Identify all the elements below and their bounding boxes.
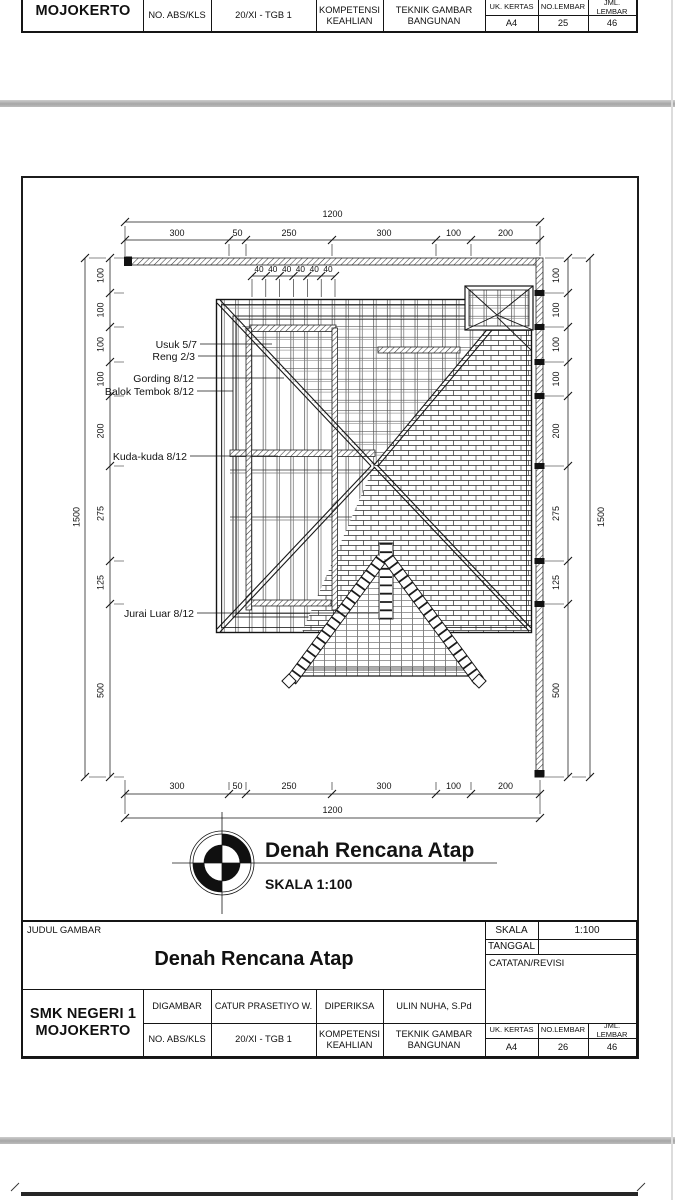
- viewer-right-edge: [671, 0, 673, 1200]
- svg-text:200: 200: [497, 228, 514, 238]
- svg-text:275: 275: [551, 505, 561, 522]
- svg-text:40: 40: [254, 264, 264, 274]
- judul-gambar-label: JUDUL GAMBAR: [27, 925, 102, 936]
- school-name-bottom: SMK NEGERI 1 MOJOKERTO: [29, 1005, 137, 1039]
- svg-text:500: 500: [551, 682, 561, 699]
- no-lembar-label-bottom: NO.LEMBAR: [540, 1025, 586, 1035]
- label-reng: Reng 2/3: [152, 351, 195, 363]
- catatan-revisi-label: CATATAN/REVISI: [489, 958, 565, 969]
- skala-label: SKALA: [495, 924, 528, 936]
- svg-text:200: 200: [551, 423, 561, 439]
- uk-kertas-value-bottom: A4: [505, 1041, 518, 1052]
- dim-total-top: 1200: [322, 209, 343, 219]
- title-block-top: [21, 0, 638, 33]
- label-balok-tembok: Balok Tembok 8/12: [104, 386, 194, 398]
- no-abs-value-top: 20/XI - TGB 1: [235, 10, 292, 21]
- svg-text:100: 100: [445, 781, 462, 791]
- svg-text:125: 125: [551, 574, 561, 591]
- svg-text:200: 200: [497, 781, 514, 791]
- skala-value: 1:100: [574, 924, 600, 936]
- svg-text:40: 40: [268, 264, 278, 274]
- svg-text:100: 100: [551, 336, 561, 353]
- drawing-scale: SKALA 1:100: [265, 876, 353, 892]
- uk-kertas-label-bottom: UK. KERTAS: [489, 1025, 534, 1035]
- svg-text:40: 40: [281, 264, 292, 274]
- jml-lembar-value-bottom: 46: [606, 1041, 618, 1052]
- north-datum-icon: [190, 831, 254, 895]
- svg-text:200: 200: [95, 423, 106, 439]
- svg-text:40: 40: [295, 264, 306, 274]
- no-abs-value-bottom: 20/XI - TGB 1: [235, 1034, 292, 1045]
- school-name-top: MOJOKERTO: [35, 2, 131, 19]
- next-page-ticks: [11, 1183, 645, 1191]
- svg-text:100: 100: [95, 302, 106, 318]
- teknik-value-bottom: TEKNIK GAMBAR BANGUNAN: [395, 1028, 473, 1050]
- svg-text:250: 250: [281, 781, 297, 791]
- label-kuda-kuda: Kuda-kuda 8/12: [112, 451, 187, 463]
- svg-text:125: 125: [95, 574, 106, 591]
- svg-text:40: 40: [323, 264, 333, 274]
- kompetensi-label-top: KOMPETENSI KEAHLIAN: [319, 4, 380, 26]
- svg-text:100: 100: [551, 371, 561, 387]
- label-usuk: Usuk 5/7: [155, 339, 197, 351]
- no-lembar-value-bottom: 26: [557, 1041, 569, 1052]
- svg-text:300: 300: [376, 228, 392, 238]
- digambar-value: CATUR PRASETIYO W.: [214, 1000, 313, 1011]
- kompetensi-label-bottom: KOMPETENSI KEAHLIAN: [319, 1028, 380, 1050]
- svg-text:50: 50: [232, 781, 243, 791]
- svg-text:300: 300: [169, 781, 185, 791]
- tanggal-label: TANGGAL: [487, 940, 536, 952]
- jml-lembar-value-top: 46: [606, 17, 618, 28]
- gable-ridge-beam: [379, 543, 393, 619]
- svg-text:300: 300: [169, 228, 185, 238]
- title-block-bottom: [21, 920, 638, 1058]
- dim-total-right: 1500: [596, 506, 606, 528]
- drawing-title: Denah Rencana Atap: [265, 839, 475, 862]
- page-separator-bottom: [0, 1137, 675, 1144]
- jml-lembar-label-top: JML. LEMBAR: [596, 0, 628, 16]
- judul-gambar-title: Denah Rencana Atap: [154, 948, 354, 970]
- svg-text:100: 100: [445, 228, 462, 238]
- svg-text:50: 50: [232, 228, 243, 238]
- drawing-caption: [172, 812, 497, 914]
- dim-total-bottom: 1200: [322, 805, 343, 815]
- svg-text:100: 100: [551, 302, 561, 318]
- digambar-label: DIGAMBAR: [152, 1000, 202, 1011]
- svg-text:100: 100: [95, 371, 106, 387]
- svg-text:275: 275: [95, 505, 106, 522]
- diperiksa-label: DIPERIKSA: [324, 1000, 375, 1011]
- svg-text:40: 40: [309, 264, 319, 274]
- no-lembar-label-top: NO.LEMBAR: [540, 2, 586, 12]
- diperiksa-value: ULIN NUHA, S.Pd: [396, 1000, 472, 1011]
- teknik-value-top: TEKNIK GAMBAR BANGUNAN: [395, 4, 473, 26]
- svg-text:100: 100: [95, 336, 106, 353]
- next-page-border: [21, 1192, 638, 1196]
- label-gording: Gording 8/12: [133, 373, 194, 385]
- no-abs-label-bottom: NO. ABS/KLS: [148, 1034, 206, 1045]
- jml-lembar-label-bottom: JML. LEMBAR: [596, 1020, 628, 1039]
- page-separator-top: [0, 100, 675, 107]
- svg-text:250: 250: [281, 228, 297, 238]
- dim-total-left: 1500: [71, 506, 82, 528]
- svg-text:300: 300: [376, 781, 392, 791]
- label-jurai-luar: Jurai Luar 8/12: [123, 608, 194, 620]
- svg-text:100: 100: [95, 267, 106, 284]
- no-lembar-value-top: 25: [557, 17, 569, 28]
- uk-kertas-value-top: A4: [505, 17, 518, 28]
- svg-text:100: 100: [551, 267, 561, 284]
- uk-kertas-label-top: UK. KERTAS: [489, 2, 534, 12]
- no-abs-label-top: NO. ABS/KLS: [148, 10, 206, 21]
- svg-text:500: 500: [95, 682, 106, 699]
